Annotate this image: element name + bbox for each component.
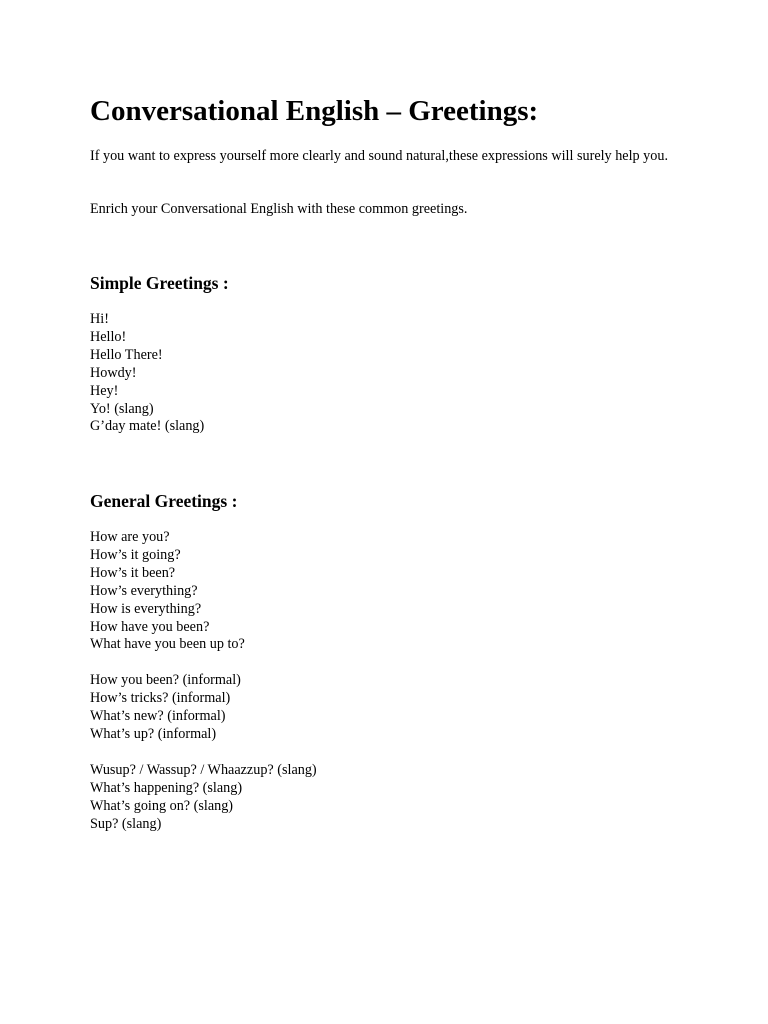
list-item: Hey!	[90, 382, 119, 399]
list-item: What’s going on? (slang)	[90, 797, 234, 814]
section-heading-general-greetings: General Greetings :	[90, 491, 238, 511]
list-item: Howdy!	[90, 364, 137, 381]
list-item: Wusup? / Wassup? / Whaazzup? (slang)	[90, 762, 317, 778]
slang-greetings-list	[90, 762, 317, 834]
list-item: Yo! (slang)	[90, 400, 154, 417]
list-item: What have you been up to?	[90, 636, 245, 653]
list-item: How’s it going?	[90, 546, 181, 563]
list-item: Hello There!	[90, 346, 163, 363]
list-item: What’s happening? (slang)	[90, 779, 243, 796]
enrich-paragraph: Enrich your Conversational English with these common greetings.	[90, 201, 468, 217]
list-item: How’s everything?	[90, 582, 198, 599]
list-item: How are you?	[90, 529, 170, 545]
list-item: Hello!	[90, 328, 127, 345]
simple-greetings-list	[90, 311, 204, 436]
list-item: How you been? (informal)	[90, 672, 241, 688]
section-heading-simple-greetings: Simple Greetings :	[90, 273, 229, 293]
list-item: What’s up? (informal)	[90, 725, 217, 742]
informal-greetings-list	[90, 672, 241, 744]
intro-paragraph: If you want to express yourself more clearly and sound natural,these expressions will surely help you.	[90, 148, 668, 164]
list-item: How’s it been?	[90, 564, 176, 581]
list-item: How’s tricks? (informal)	[90, 689, 231, 706]
list-item: Sup? (slang)	[90, 815, 162, 832]
general-greetings-list	[90, 529, 245, 654]
list-item: How have you been?	[90, 618, 210, 635]
list-item: How is everything?	[90, 600, 202, 617]
list-item: Hi!	[90, 311, 109, 327]
page-title: Conversational English – Greetings:	[90, 95, 539, 127]
list-item: What’s new? (informal)	[90, 707, 226, 724]
list-item: G’day mate! (slang)	[90, 418, 205, 435]
